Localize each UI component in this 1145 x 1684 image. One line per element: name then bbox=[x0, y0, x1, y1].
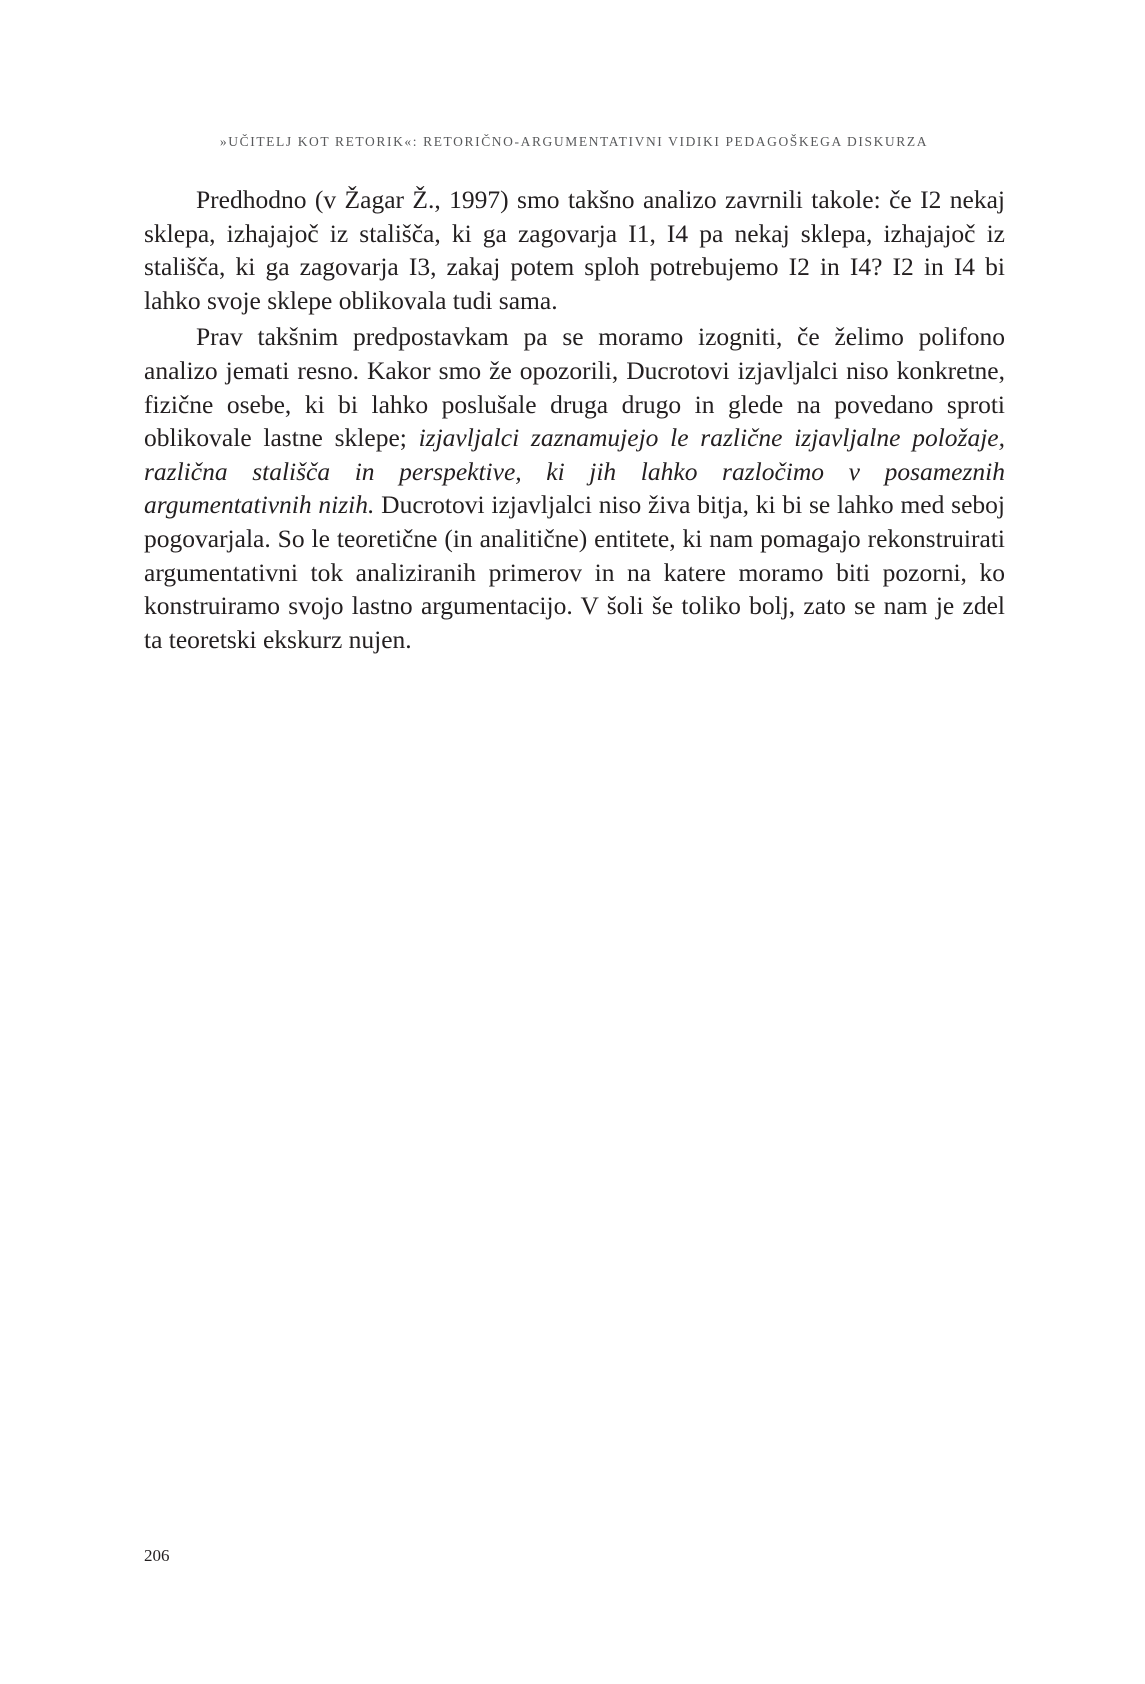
paragraph-1-text: Predhodno (v Žagar Ž., 1997) smo takšno analizo zavrnili takole: če I2 nekaj sklepa, izhajajoč iz stališča, ki ga zagovarja I1, I4 pa nekaj sklepa, izhajajoč iz stališča, ki ga zagovarja I3, zakaj potem sploh potrebujemo I2 in I4? I2 in I4 bi lahko svoje sklepe oblikovala tudi sama. bbox=[144, 185, 1005, 315]
paragraph-2 bbox=[144, 320, 1005, 656]
paragraph-1 bbox=[144, 183, 1005, 317]
paragraph-2-italic-text: izjavljalci zaznamujejo le različne izjavljalne položaje, različna stališča in perspektive, ki jih lahko razločimo v posameznih argumentativnih nizih. bbox=[144, 423, 1005, 520]
page-number: 206 bbox=[144, 1546, 170, 1565]
body-text bbox=[144, 183, 1005, 659]
paragraph-2-text-start: Prav takšnim predpostavkam pa se moramo izogniti, če želimo polifono analizo jemati resno. Kakor smo že opozorili, Ducrotovi izjavljalci niso konkretne, fizične osebe, ki bi lahko poslušale druga drugo in glede na povedano sproti oblikovale lastne sklepe; bbox=[144, 322, 1005, 453]
running-header: »UČITELJ KOT RETORIK«: RETORIČNO-ARGUMENTATIVNI VIDIKI PEDAGOŠKEGA DISKURZA bbox=[219, 134, 929, 149]
paragraph-2-text-end: Ducrotovi izjavljalci niso živa bitja, ki bi se lahko med seboj pogovarjala. So le teoretične (in analitične) entitete, ki nam pomagajo rekonstruirati argumentativni tok analiziranih primerov in na katere moramo biti pozorni, ko konstruiramo svojo lastno argumentacijo. V šoli še toliko bolj, zato se nam je zdel ta teoretski ekskurz nujen. bbox=[144, 490, 1005, 654]
